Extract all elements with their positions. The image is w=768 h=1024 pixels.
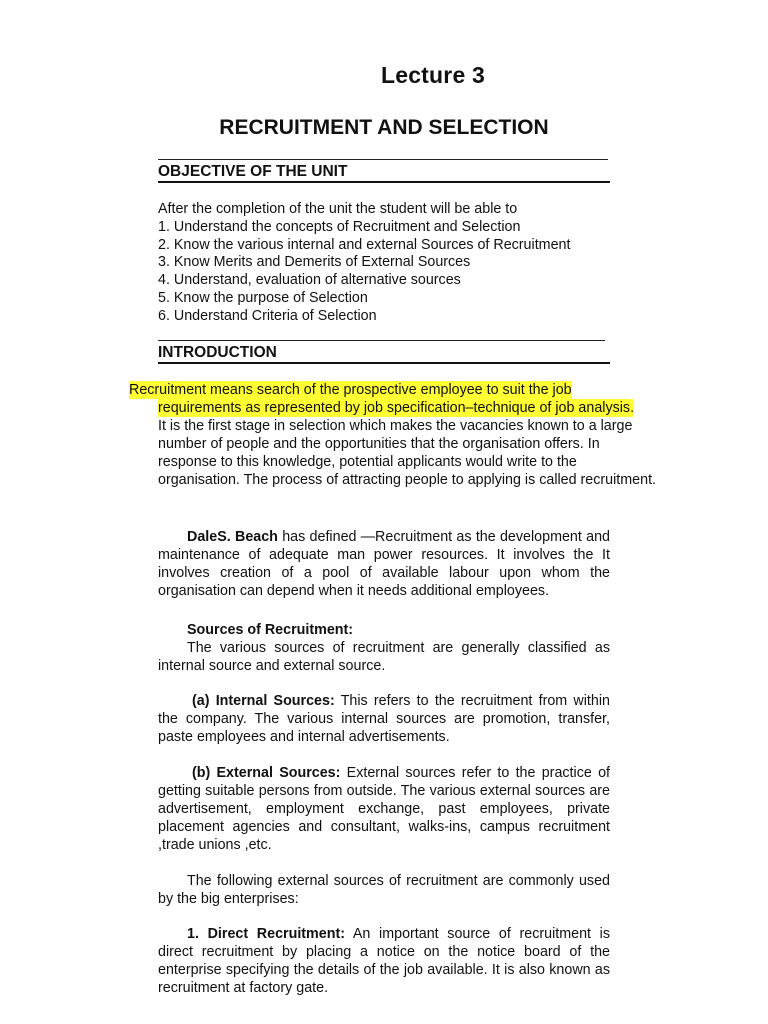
following-paragraph [158,872,610,908]
introduction-body: It is the first stage in selection which makes the vacancies known to a large number of people and the opportunities that the organisation offers. In response to this knowledge, potential applicants would write to the organisation. The process of attracting people to applying is called recruitment. [158,418,657,488]
definition-text: has defined ―Recruitment as the development and maintenance of adequate man power resources. It involves the It involves creation of a pool of available labour upon whom the organisation can depend when it needs additional employees. [158,529,610,599]
external-sources-label: (b) External Sources: [192,765,341,781]
highlighted-text: requirements as represented by job specification–technique of job analysis. [158,400,635,416]
internal-sources-text: This refers to the recruitment from within the company. The various internal sources are promotion, transfer, paste employees and internal advertisements. [158,693,610,745]
objective-heading: OBJECTIVE OF THE UNIT [158,163,348,180]
page-title: RECRUITMENT AND SELECTION [219,116,549,139]
direct-recruitment-text: An important source of recruitment is direct recruitment by placing a notice on the notice board of the enterprise specifying the details of the job available. It is also known as recruitment at factory gate. [158,926,610,996]
objective-item: 1. Understand the concepts of Recruitment and Selection [158,219,521,235]
sources-text: The various sources of recruitment are generally classified as internal source and external source. [158,640,610,674]
objective-intro: After the completion of the unit the student will be able to [158,201,518,217]
following-text: The following external sources of recruitment are commonly used by the big enterprises: [158,873,610,907]
sources-paragraph [158,639,610,675]
introduction-heading: INTRODUCTION [158,344,277,361]
objective-item: 2. Know the various internal and external Sources of Recruitment [158,237,571,253]
internal-sources-paragraph [158,692,610,746]
external-sources-text: External sources refer to the practice of getting suitable persons from outside. The various external sources are advertisement, employment exchange, past employees, private placement agencies and consultant, walks-ins, campus recruitment ,trade unions ,etc. [158,765,610,853]
lecture-number: Lecture 3 [380,62,486,88]
objective-item: 3. Know Merits and Demerits of External Sources [158,254,471,270]
highlighted-text: Recruitment means search of the prospective employee to suit the job [129,382,572,398]
divider [158,362,610,364]
definition-paragraph [158,528,610,600]
external-sources-paragraph [158,764,610,854]
objective-item: 4. Understand, evaluation of alternative sources [158,272,461,288]
definition-author: DaleS. Beach [187,529,278,545]
objective-item: 5. Know the purpose of Selection [158,290,368,306]
divider [158,181,610,183]
sources-heading: Sources of Recruitment: [187,622,354,638]
direct-recruitment-label: 1. Direct Recruitment: [187,926,345,942]
objective-item: 6. Understand Criteria of Selection [158,308,377,324]
divider [158,340,605,341]
divider [158,159,608,160]
internal-sources-label: (a) Internal Sources: [192,693,335,709]
direct-recruitment-paragraph [158,925,610,997]
